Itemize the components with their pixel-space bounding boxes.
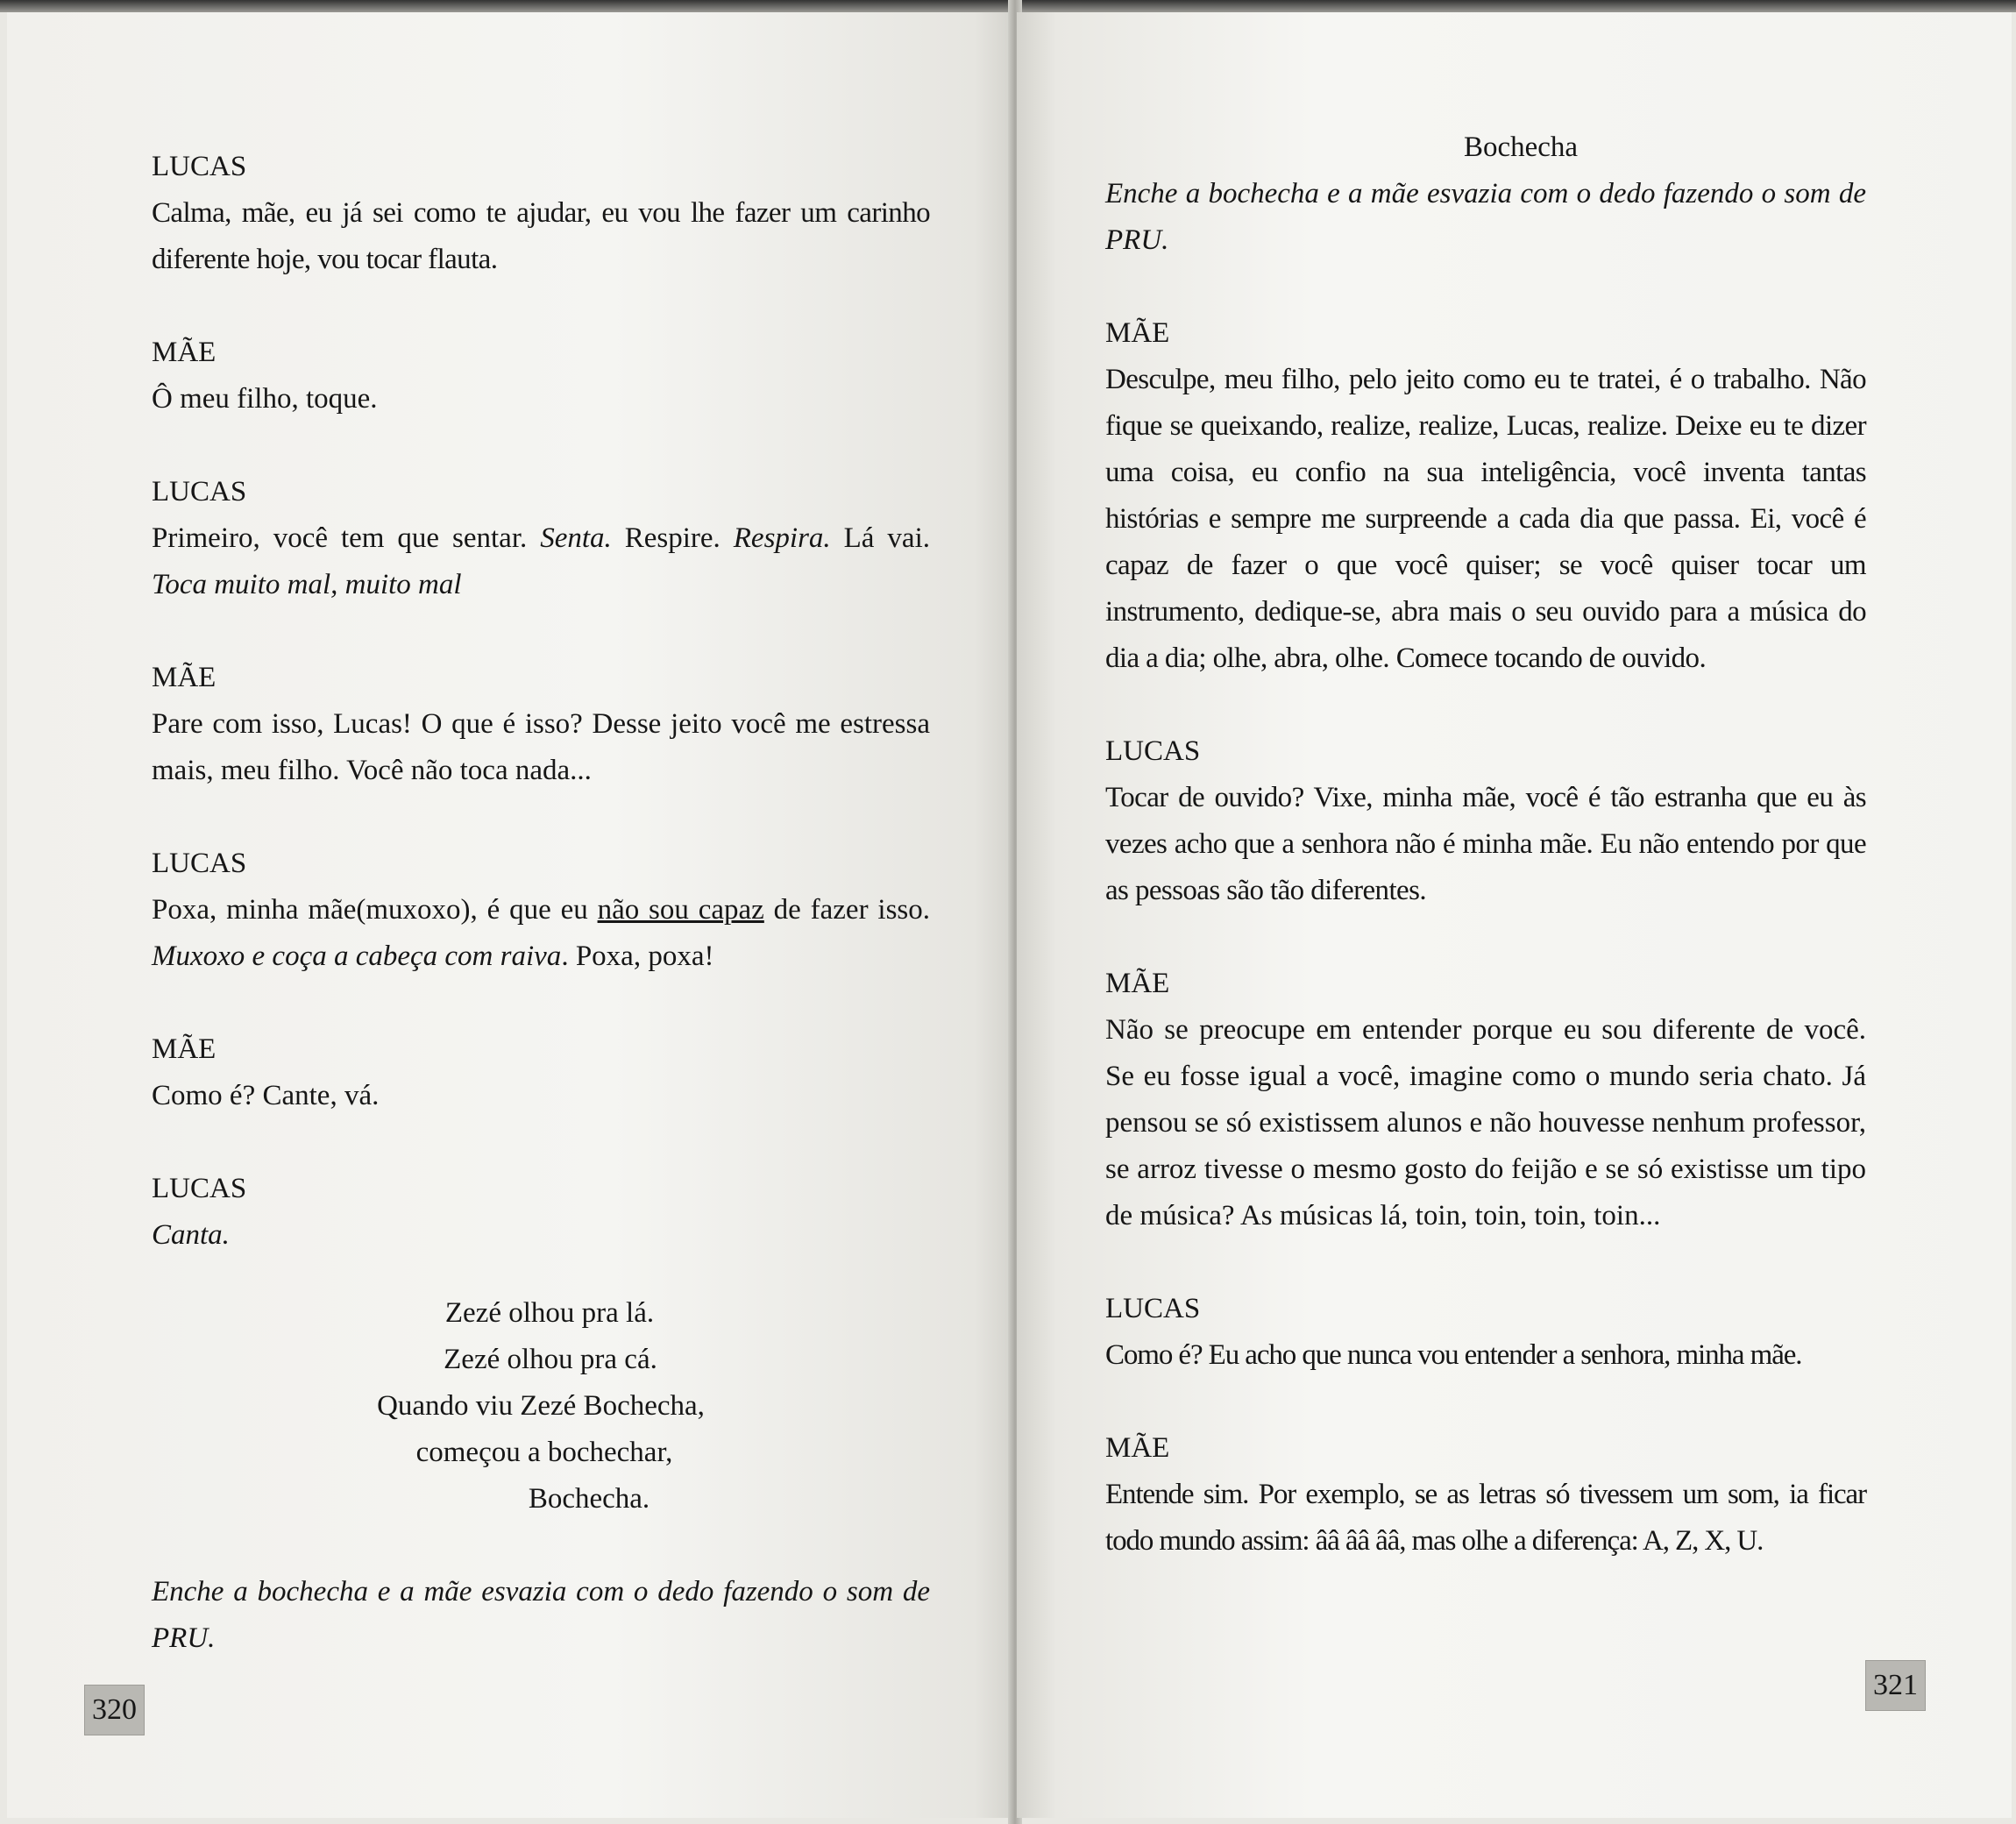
dialogue-text: Pare com isso, Lucas! O que é isso? Desse jeito você me estressa mais, meu filho. Você não toca nada...	[152, 708, 930, 786]
page-number: 321	[1865, 1660, 1926, 1711]
verse-line: Quando viu Zezé Bochecha,	[377, 1390, 705, 1422]
stage-direction: Enche a bochecha e a mãe esvazia com o dedo fazendo o som de PRU.	[1105, 178, 1866, 256]
verse-line: Zezé olhou pra lá.	[444, 1297, 655, 1329]
stage-direction-block	[1105, 124, 1866, 264]
dialogue-text: Calma, mãe, eu já sei como te ajudar, eu vou lhe fazer um carinho diferente hoje, vou tocar flauta.	[152, 197, 930, 275]
dialogue-text: Como é? Eu acho que nunca vou entender a senhora, minha mãe.	[1105, 1339, 1802, 1371]
dialogue-text: Desculpe, meu filho, pelo jeito como eu te tratei, é o trabalho. Não fique se queixando, realize, realize, Lucas, realize. Deixe eu te dizer uma coisa, eu confio na sua inteligência, você inventa tantas histórias e sempre me surpreende a cada dia que passa. Ei, você é capaz de fazer o que você quiser; se você quiser tocar um instrumento, dedique-se, abra mais o seu ouvido para a música do dia a dia; olhe, abra, olhe. Comece tocando de ouvido.	[1105, 364, 1866, 674]
dialogue-text: Como é? Cante, vá.	[152, 1080, 380, 1111]
dialogue-text: Ô meu filho, toque.	[152, 383, 378, 415]
right-page-text	[1105, 124, 1866, 1611]
speaker-name: MÃE	[152, 337, 217, 368]
text-run: Lá vai.	[830, 522, 930, 554]
text-run: de fazer isso.	[763, 894, 931, 926]
stage-direction: Muxoxo e coça a cabeça com raiva	[152, 940, 562, 972]
verse-line: Bochecha.	[528, 1483, 650, 1515]
dialogue-text: Tocar de ouvido? Vixe, minha mãe, você é tão estranha que eu às vezes acho que a senhora não é minha mãe. Eu não entendo por que as pessoas são tão diferentes.	[1105, 782, 1866, 906]
dialogue-text	[152, 515, 930, 608]
song-verse	[152, 1290, 930, 1522]
text-run: . Poxa, poxa!	[561, 940, 714, 972]
dialogue-block	[1105, 1286, 1866, 1379]
speaker-name: MÃE	[152, 1033, 217, 1065]
dialogue-block	[152, 469, 930, 608]
dialogue-block	[1105, 1425, 1866, 1565]
text-run: Primeiro, você tem que sentar.	[152, 522, 541, 554]
speaker-name: LUCAS	[152, 1173, 247, 1204]
dialogue-block	[152, 655, 930, 794]
text-run: Poxa, minha mãe(muxoxo), é que eu	[152, 894, 598, 926]
dialogue-text: Não se preocupe em entender porque eu sou diferente de você. Se eu fosse igual a você, imagine como o mundo seria chato. Já pensou se só existissem alunos e não houvesse nenhum professor, se arroz tivesse o mesmo gosto do feijão e se só existisse um tipo de música? As músicas lá, toin, toin, toin, toin...	[1105, 1014, 1866, 1231]
underlined-text: não sou capaz	[597, 894, 764, 926]
page-number: 320	[84, 1685, 145, 1735]
verse-line: começou a bochechar,	[415, 1437, 673, 1468]
speaker-name: LUCAS	[1105, 1293, 1201, 1324]
left-page-text	[152, 144, 930, 1662]
stage-direction: Toca muito mal, muito mal	[152, 569, 462, 600]
verse-line: Zezé olhou pra cá.	[444, 1344, 657, 1375]
left-page	[7, 12, 1015, 1818]
speaker-name: LUCAS	[1105, 735, 1201, 767]
dialogue-text: Entende sim. Por exemplo, se as letras só tivessem um som, ia ficar todo mundo assim: ââ ââ ââ, mas olhe a diferença: A, Z, X, U.	[1105, 1479, 1866, 1557]
right-page	[1017, 12, 2012, 1818]
stage-direction: Enche a bochecha e a mãe esvazia com o dedo fazendo o som de PRU.	[152, 1576, 930, 1654]
speaker-name: MÃE	[1105, 317, 1170, 349]
dialogue-block	[152, 841, 930, 980]
dialogue-block	[1105, 310, 1866, 682]
dialogue-block	[1105, 961, 1866, 1239]
speaker-name: LUCAS	[152, 476, 247, 507]
dialogue-block	[152, 1166, 930, 1259]
speaker-name: MÃE	[1105, 1432, 1170, 1464]
dialogue-block	[152, 330, 930, 422]
dialogue-text	[152, 887, 930, 980]
stage-direction: Respira.	[733, 522, 831, 554]
text-run: Respire.	[611, 522, 734, 554]
speaker-name: LUCAS	[152, 151, 247, 182]
dialogue-block	[152, 1026, 930, 1119]
stage-direction: Canta.	[152, 1219, 230, 1251]
dialogue-block	[1105, 728, 1866, 914]
dialogue-block	[152, 144, 930, 283]
speaker-name: MÃE	[1105, 968, 1170, 999]
speaker-name: MÃE	[152, 662, 217, 693]
speaker-name: LUCAS	[152, 848, 247, 879]
verse-line: Bochecha	[1463, 131, 1579, 163]
stage-direction: Senta.	[540, 522, 612, 554]
